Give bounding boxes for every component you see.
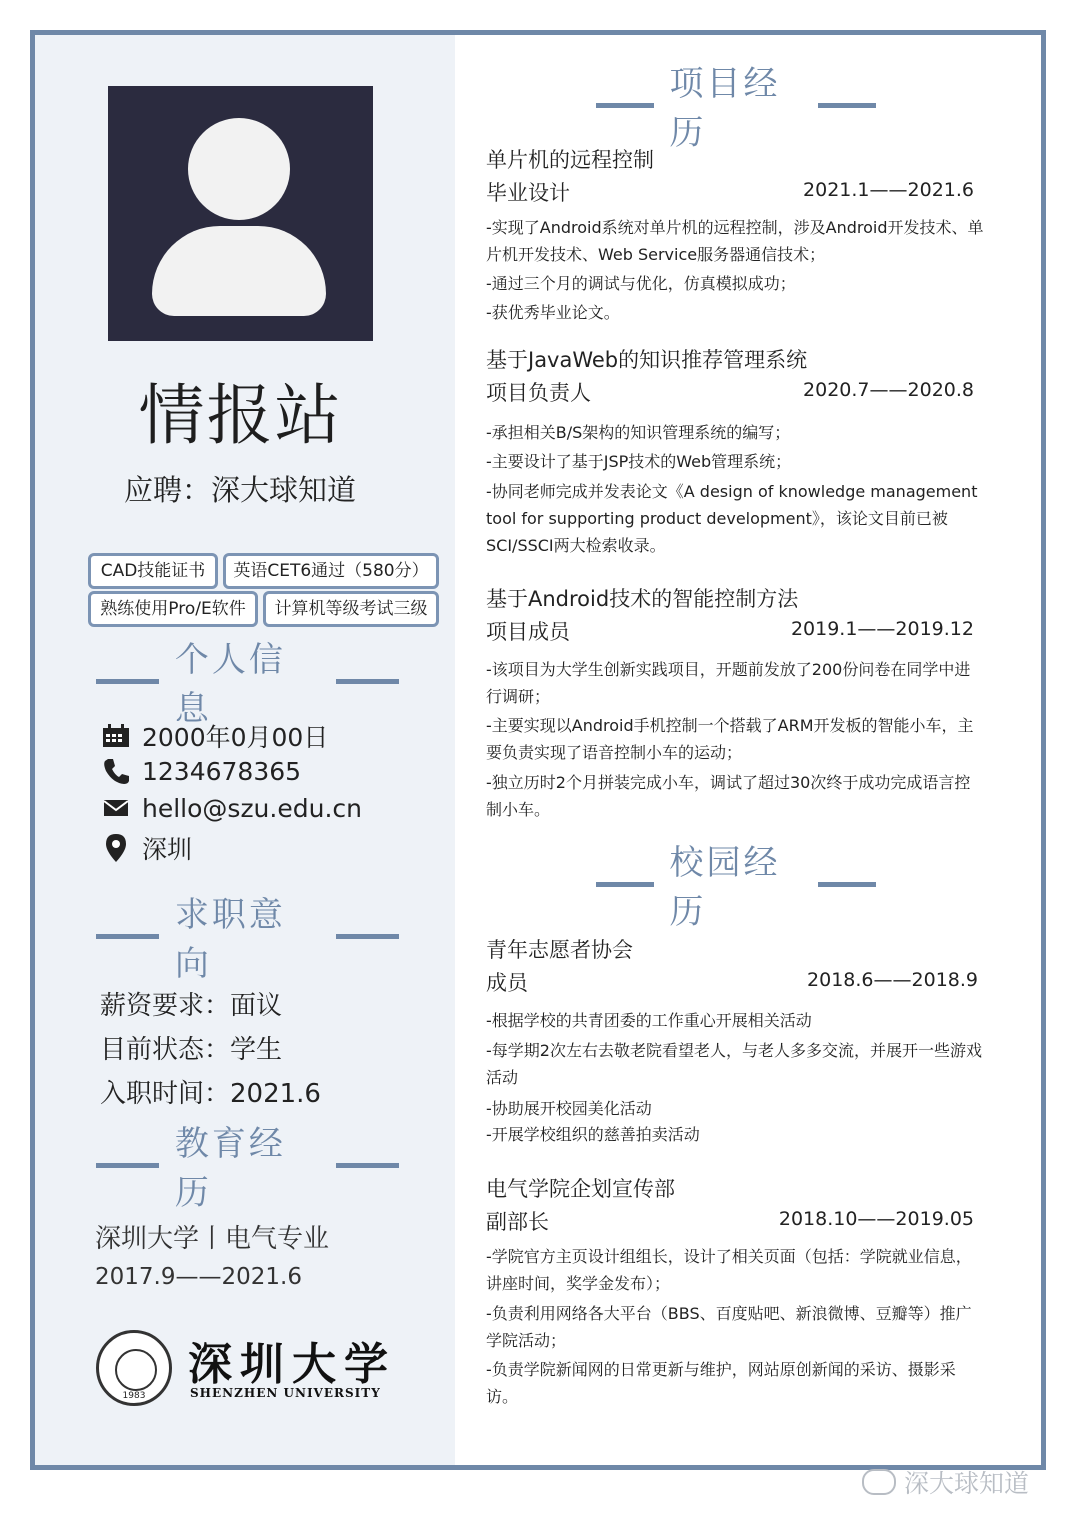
project-bullet: -协同老师完成并发表论文《A design of knowledge management tool for supporting product development》，该论文目前已被SCI/SSCI两大检索收录。 (486, 482, 978, 555)
campus-date: 2018.10——2019.05 (778, 1208, 974, 1230)
heading-bar (336, 1163, 399, 1168)
project-title: 基于JavaWeb的知识推荐管理系统 (486, 348, 808, 372)
project-bullet: -主要设计了基于JSP技术的Web管理系统； (486, 452, 792, 471)
watermark (862, 1464, 1029, 1500)
heading-bar (818, 882, 876, 887)
campus-heading (580, 843, 892, 932)
campus-title: 电气学院企划宣传部 (486, 1177, 675, 1201)
calendar-icon (100, 721, 132, 751)
watermark-text: 深大球知道 (904, 1469, 1030, 1498)
heading-bar (336, 679, 399, 684)
heading-text: 教育经历 (174, 1124, 286, 1213)
campus-bullet: -学院官方主页设计组组长，设计了相关页面（包括：学院就业信息，讲座时间，奖学金发布）； (486, 1247, 972, 1293)
campus-date: 2018.6——2018.9 (807, 969, 978, 991)
education-period: 2017.9——2021.6 (95, 1264, 302, 1290)
campus-bullet: -负责利用网络各大平台（BBS、百度贴吧、新浪微博、豆瓣等）推广学院活动； (486, 1304, 972, 1350)
wechat-icon (862, 1469, 896, 1495)
skill-tag: 熟练使用Pro/E软件 (88, 591, 258, 627)
mail-icon (100, 793, 132, 823)
avatar-head-icon (188, 118, 290, 220)
job-intention-heading (80, 895, 415, 984)
heading-bar (96, 679, 159, 684)
heading-text: 求职意向 (174, 895, 286, 984)
heading-text: 项目经历 (669, 64, 781, 153)
campus-role: 副部长 (486, 1210, 549, 1234)
project-title: 基于Android技术的智能控制方法 (486, 587, 799, 611)
birthday-row (100, 718, 328, 754)
project-bullet: -承担相关B/S架构的知识管理系统的编写； (486, 423, 791, 442)
apply-position: 应聘：深大球知道 (123, 473, 356, 507)
skill-tag: CAD技能证书 (88, 553, 218, 589)
campus-bullet: -协助展开校园美化活动 (486, 1099, 652, 1118)
university-logo-cn: 深圳大学 (188, 1339, 396, 1390)
project-bullet: -该项目为大学生创新实践项目，开题前发放了200份问卷在同学中进行调研； (486, 660, 971, 706)
campus-role: 成员 (486, 971, 528, 995)
personal-info-heading (80, 640, 415, 729)
heading-bar (818, 103, 876, 108)
heading-bar (596, 882, 654, 887)
start-date-text: 入职时间：2021.6 (100, 1079, 321, 1109)
project-role: 毕业设计 (486, 181, 570, 205)
heading-text: 校园经历 (669, 843, 781, 932)
heading-bar (336, 934, 399, 939)
seal-inner-ring (115, 1349, 157, 1391)
phone-row (100, 756, 301, 786)
email-link[interactable]: hello@szu.edu.cn (142, 793, 362, 823)
campus-bullet: -每学期2次左右去敬老院看望老人，与老人多多交流，并展开一些游戏活动 (486, 1041, 982, 1087)
avatar-photo (108, 86, 373, 341)
phone-link[interactable]: 1234678365 (142, 756, 302, 786)
project-date: 2019.1——2019.12 (790, 618, 974, 640)
status-text: 目前状态：学生 (100, 1035, 283, 1065)
campus-title: 青年志愿者协会 (486, 938, 633, 962)
location-row (100, 830, 192, 866)
project-date: 2021.1——2021.6 (803, 179, 974, 201)
campus-bullet: -根据学校的共青团委的工作重心开展相关活动 (486, 1011, 812, 1030)
project-role: 项目成员 (486, 620, 570, 644)
salary-text: 薪资要求：面议 (100, 991, 283, 1021)
school-major: 深圳大学丨电气专业 (95, 1224, 330, 1254)
location-pin-icon (100, 833, 132, 863)
project-role: 项目负责人 (486, 381, 591, 405)
seal-year: 1983 (122, 1391, 146, 1401)
avatar-body-icon (152, 226, 326, 316)
campus-bullet: -负责学院新闻网的日常更新与维护，网站原创新闻的采访、摄影采访。 (486, 1360, 956, 1406)
phone-icon (100, 756, 132, 786)
university-logo-en: SHENZHEN UNIVERSITY (190, 1386, 381, 1400)
project-date: 2020.7——2020.8 (803, 379, 974, 401)
skill-tag: 英语CET6通过（580分） (223, 553, 439, 589)
heading-bar (596, 103, 654, 108)
project-bullet: -实现了Android系统对单片机的远程控制，涉及Android开发技术、单片机开发技术、Web Service服务器通信技术； (486, 218, 984, 264)
university-seal-icon (96, 1330, 172, 1406)
project-bullet: -通过三个月的调试与优化，仿真模拟成功； (486, 274, 796, 293)
heading-bar (96, 1163, 159, 1168)
email-row (100, 793, 362, 823)
project-bullet: -主要实现以Android手机控制一个搭载了ARM开发板的智能小车，主要负责实现了语音控制小车的运动； (486, 716, 974, 762)
location-text: 深圳 (142, 835, 193, 864)
education-heading (80, 1124, 415, 1213)
heading-bar (96, 934, 159, 939)
projects-heading (580, 64, 892, 153)
project-bullet: -独立历时2个月拼装完成小车，调试了超过30次终于成功完成语言控制小车。 (486, 773, 971, 819)
project-title: 单片机的远程控制 (486, 148, 654, 172)
heading-text: 个人信息 (174, 640, 286, 729)
campus-bullet: -开展学校组织的慈善拍卖活动 (486, 1125, 700, 1144)
candidate-name: 情报站 (138, 377, 343, 454)
skill-tag: 计算机等级考试三级 (263, 591, 439, 627)
birthday-text: 2000年0月00日 (142, 723, 329, 752)
project-bullet: -获优秀毕业论文。 (486, 303, 620, 322)
